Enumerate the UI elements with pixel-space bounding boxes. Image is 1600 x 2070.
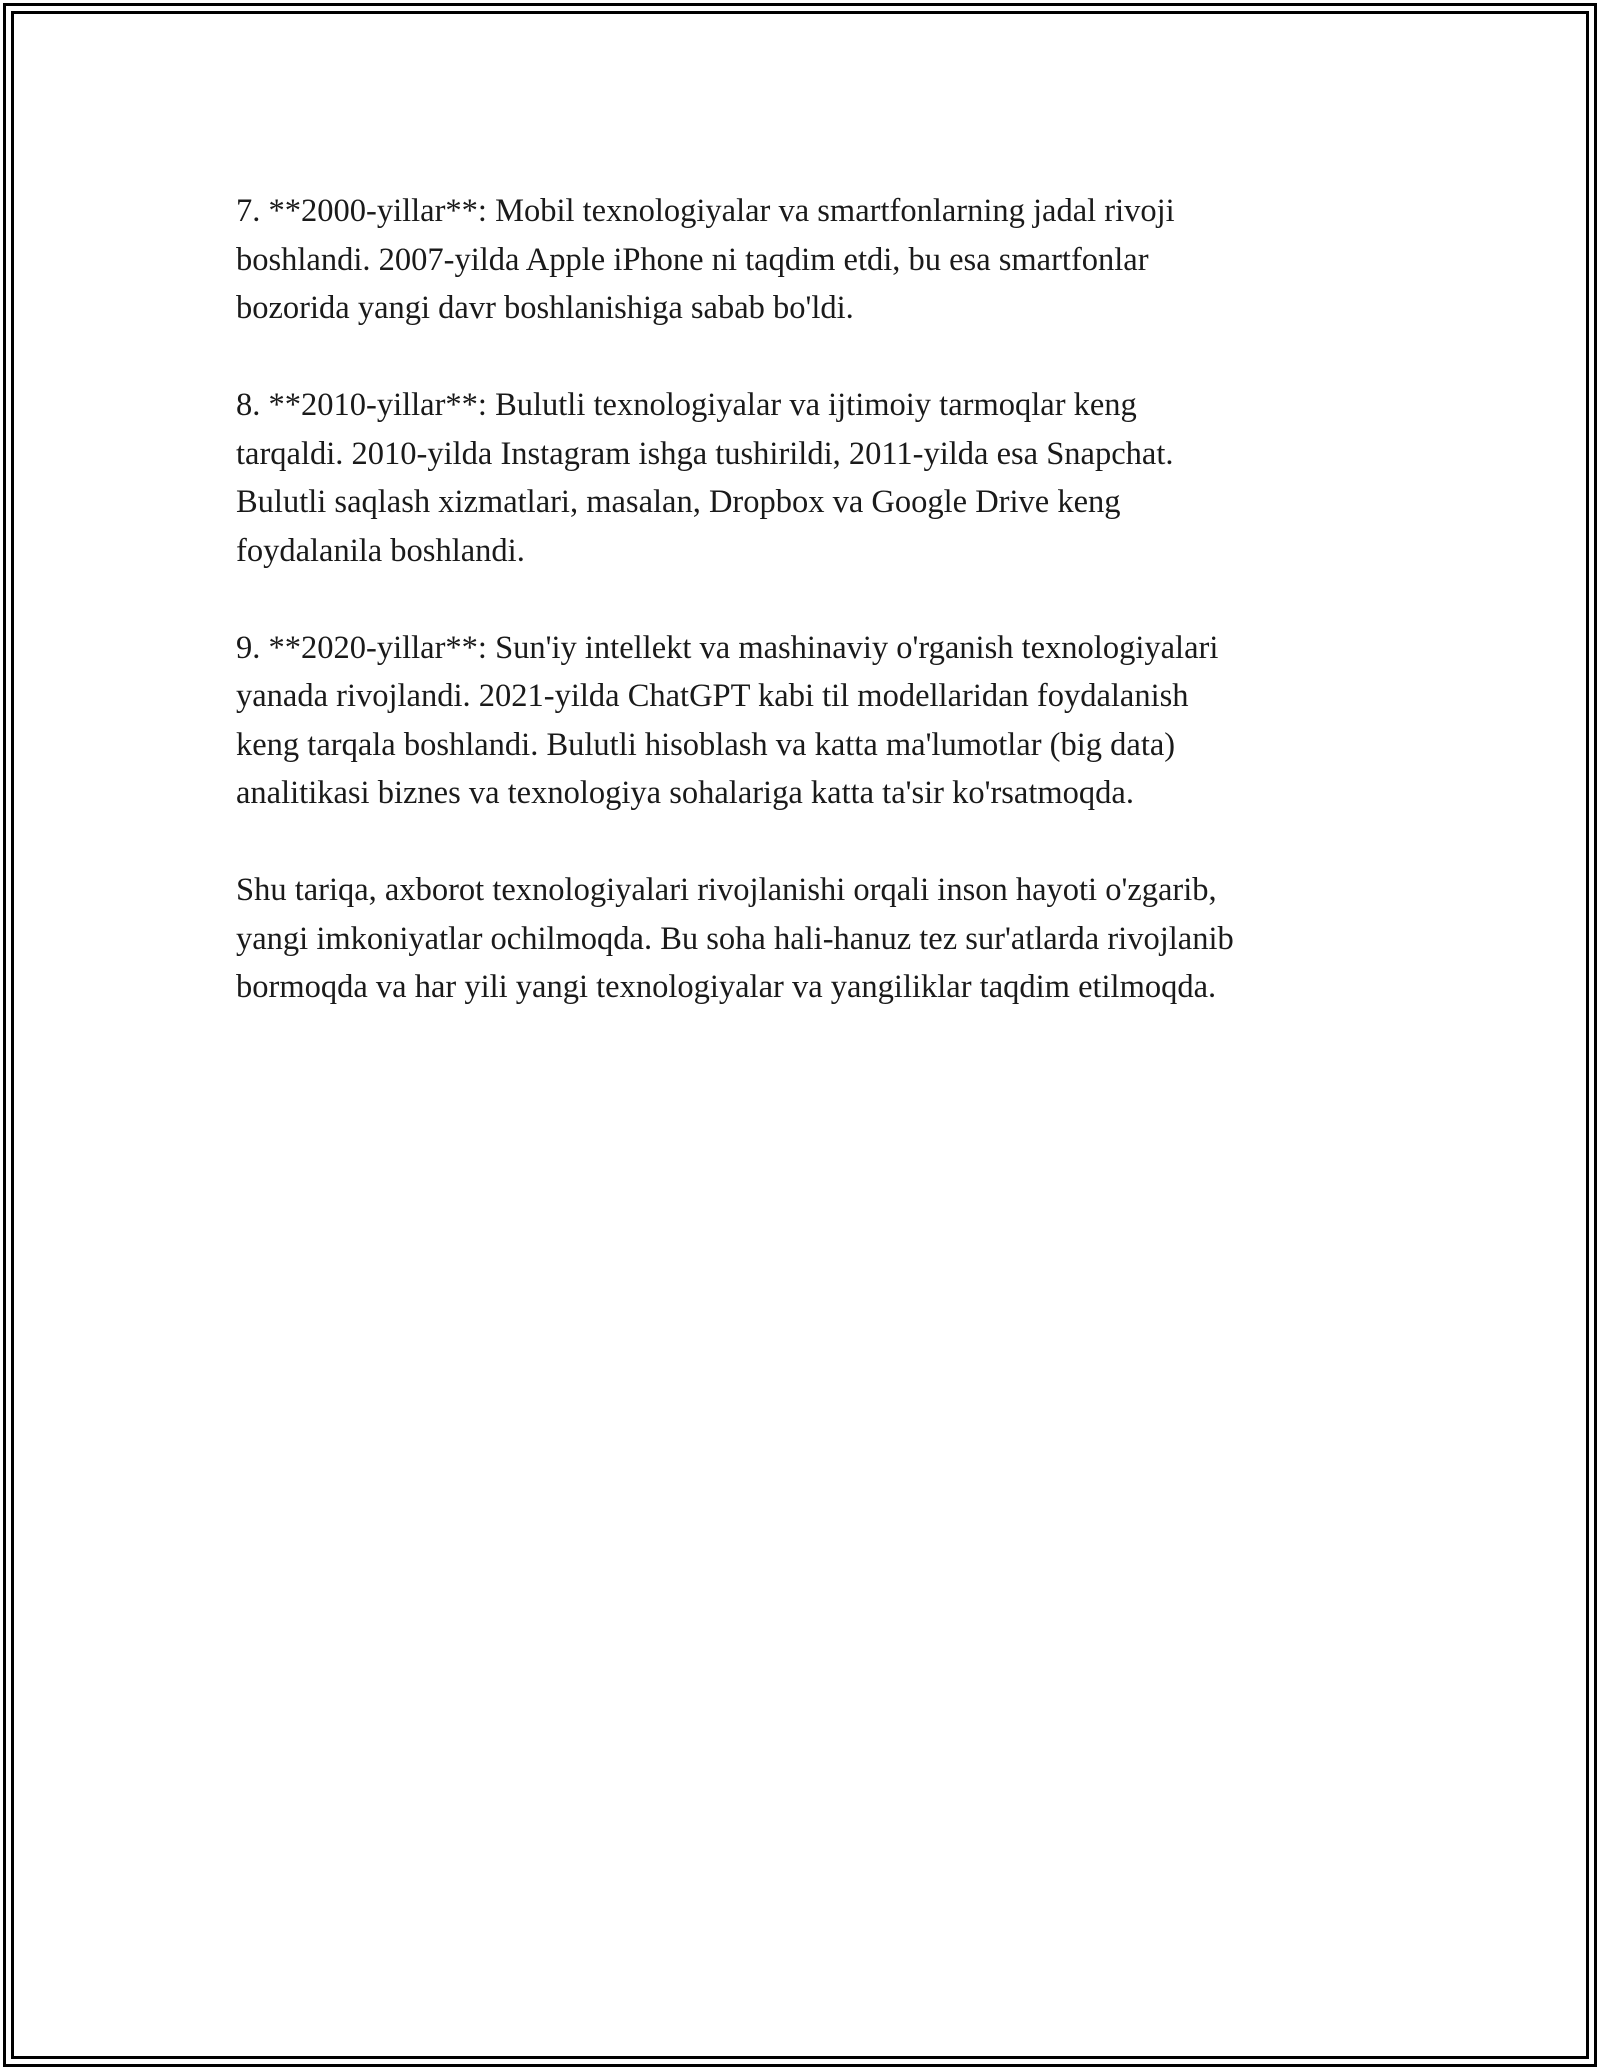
paragraph-2020s bbox=[236, 624, 1436, 818]
paragraph-2000s bbox=[236, 187, 1436, 333]
text-line: boshlandi. 2007-yilda Apple iPhone ni taqdim etdi, bu esa smartfonlar bbox=[236, 241, 1149, 278]
text-line: Bulutli saqlash xizmatlari, masalan, Dropbox va Google Drive keng bbox=[236, 484, 1121, 520]
text-line: bozorida yangi davr boshlanishiga sabab bo'ldi. bbox=[236, 290, 854, 326]
paragraph-conclusion bbox=[236, 866, 1436, 1012]
text-line: 7. **2000-yillar**: Mobil texnologiyalar va smartfonlarning jadal rivoji bbox=[236, 193, 1175, 229]
text-line: foydalanila boshlandi. bbox=[236, 532, 525, 569]
text-line: analitikasi biznes va texnologiya sohalariga katta ta'sir ko'rsatmoqda. bbox=[236, 775, 1134, 811]
document-body bbox=[236, 187, 1436, 1060]
text-line: 9. **2020-yillar**: Sun'iy intellekt va mashinaviy o'rganish texnologiyalari bbox=[236, 629, 1219, 666]
text-line: keng tarqala boshlandi. Bulutli hisoblash va katta ma'lumotlar (big data) bbox=[236, 726, 1176, 763]
text-line: yangi imkoniyatlar ochilmoqda. Bu soha hali-hanuz tez sur'atlarda rivojlanib bbox=[236, 920, 1234, 957]
paragraph-2010s bbox=[236, 381, 1436, 575]
text-line: 8. **2010-yillar**: Bulutli texnologiyalar va ijtimoiy tarmoqlar keng bbox=[236, 387, 1137, 423]
text-line: yanada rivojlandi. 2021-yilda ChatGPT kabi til modellaridan foydalanish bbox=[236, 678, 1189, 714]
text-line: tarqaldi. 2010-yilda Instagram ishga tushirildi, 2011-yilda esa Snapchat. bbox=[236, 435, 1174, 472]
text-line: bormoqda va har yili yangi texnologiyalar va yangiliklar taqdim etilmoqda. bbox=[236, 969, 1217, 1005]
text-line: Shu tariqa, axborot texnologiyalari rivojlanishi orqali inson hayoti o'zgarib, bbox=[236, 872, 1217, 908]
